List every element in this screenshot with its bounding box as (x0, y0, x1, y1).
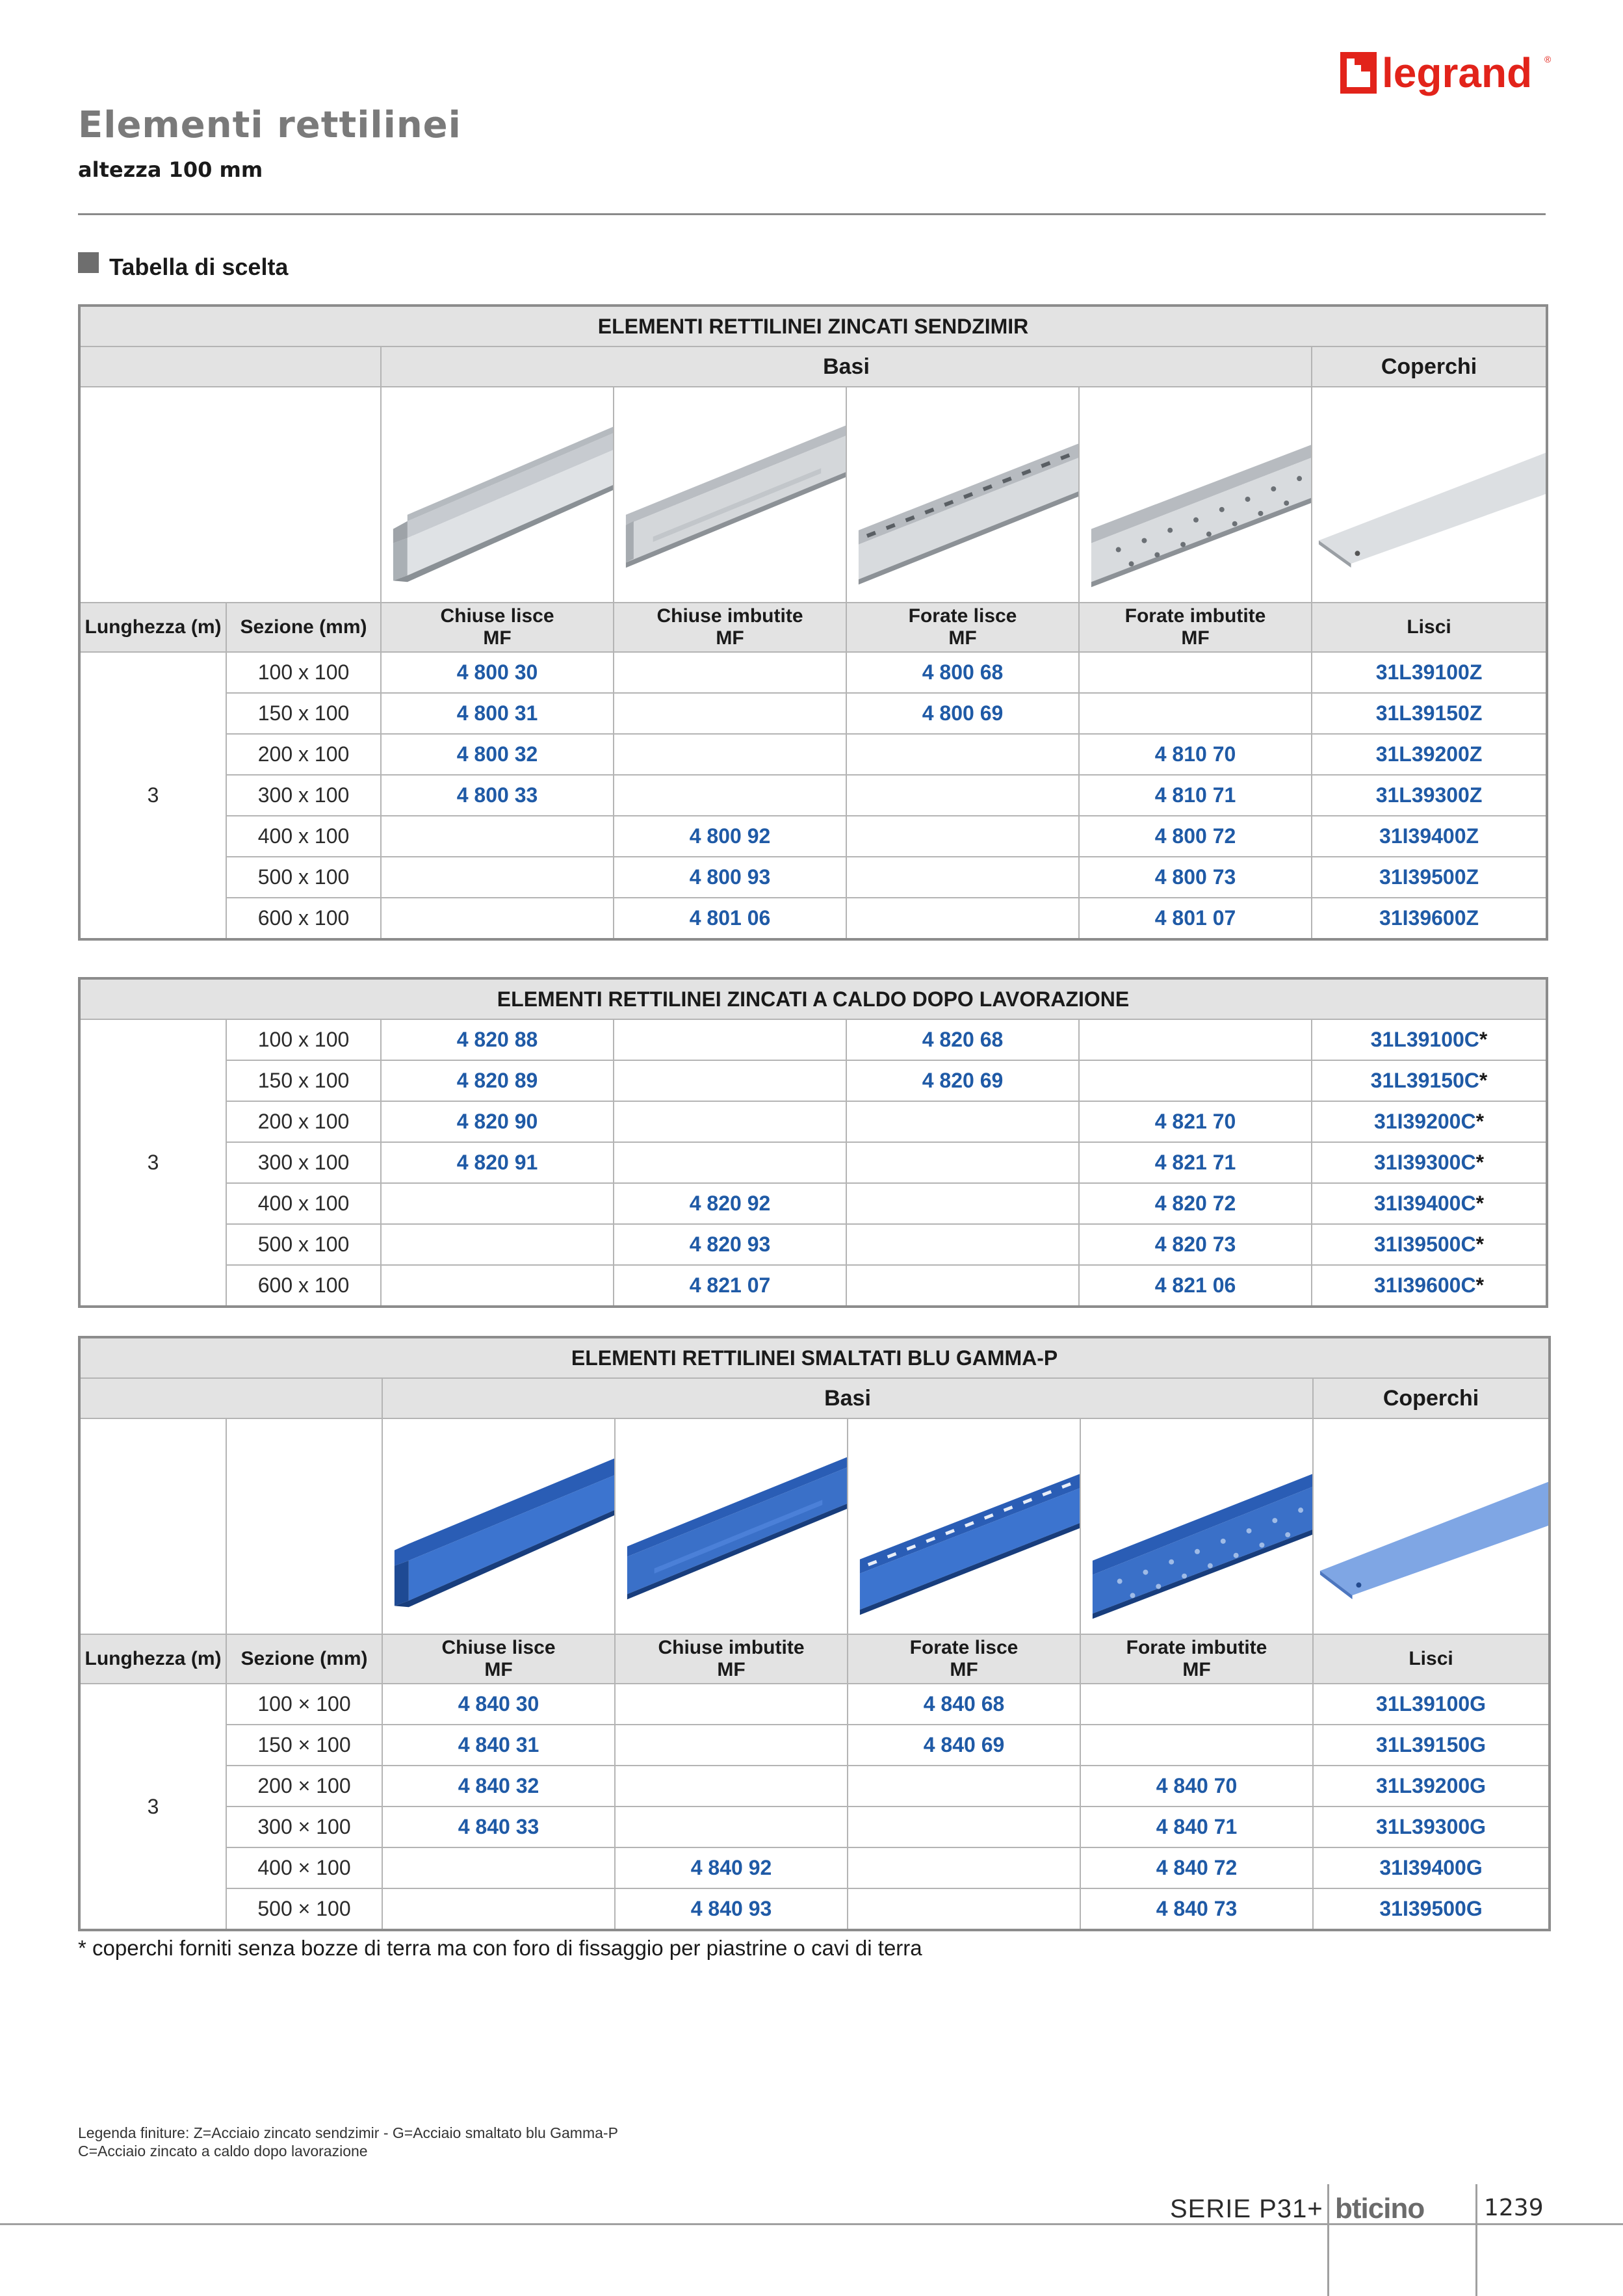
cover-icon (1312, 387, 1546, 602)
product-code-cell (848, 1684, 1080, 1725)
header-label: Chiuse lisce (440, 605, 554, 627)
footer-divider (0, 2223, 1623, 2225)
svg-text:bticino: bticino (1335, 2193, 1425, 2223)
product-code: 31L39150G (1376, 1733, 1487, 1756)
product-code-cell (614, 1060, 846, 1101)
table-row (79, 1142, 1547, 1183)
product-image-closed-smooth (382, 1418, 615, 1634)
image-spacer (79, 387, 381, 603)
product-code: 31L39100Z (1375, 660, 1483, 684)
product-code-cell (1079, 1183, 1312, 1224)
cover-code-cell (1313, 1766, 1550, 1807)
product-code: 4 820 68 (922, 1028, 1004, 1051)
group-bases: Basi (381, 346, 1312, 387)
table-row (79, 898, 1547, 939)
section-cell: 200 × 100 (226, 1766, 382, 1807)
footnote-marker: * (1475, 1233, 1485, 1256)
product-code: 31L39300Z (1375, 783, 1483, 807)
cover-code-cell (1312, 775, 1547, 816)
product-code: 31I39400C (1374, 1192, 1476, 1215)
table-row (79, 1019, 1547, 1060)
product-code: 31L39150Z (1375, 701, 1483, 725)
product-code: 4 840 69 (923, 1733, 1005, 1756)
section-cell: 300 x 100 (226, 775, 381, 816)
product-image-closed-embossed (614, 387, 846, 603)
length-cell: 3 (79, 1019, 226, 1307)
section-cell: 500 x 100 (226, 857, 381, 898)
cover-code-cell (1313, 1684, 1550, 1725)
product-code-cell (614, 1019, 846, 1060)
table-hot-dip (78, 977, 1548, 1308)
product-code: 4 840 71 (1156, 1815, 1238, 1838)
section-cell: 300 x 100 (226, 1142, 381, 1183)
product-code-cell (846, 652, 1079, 693)
header-length: Lunghezza (m) (79, 1634, 226, 1684)
product-code-cell (614, 1101, 846, 1142)
header-closed-embossed (614, 603, 846, 652)
header-perf-smooth (848, 1634, 1080, 1684)
table-row (79, 1183, 1547, 1224)
product-code: 4 800 30 (456, 660, 538, 684)
footer-divider-vertical (1327, 2184, 1329, 2296)
product-code: 31L39200Z (1375, 742, 1483, 766)
product-code-cell (382, 1888, 615, 1930)
table-row (79, 1265, 1547, 1307)
product-image-perforated-smooth (846, 387, 1079, 603)
cover-code-cell (1312, 1142, 1547, 1183)
product-code: 4 821 71 (1154, 1151, 1236, 1174)
product-image-cover (1312, 387, 1547, 603)
table-row (79, 1847, 1550, 1888)
product-code-cell (382, 1766, 615, 1807)
product-code: 4 840 30 (458, 1692, 539, 1715)
product-code: 4 800 72 (1154, 824, 1236, 848)
product-code: 4 800 68 (922, 660, 1004, 684)
product-code-cell (1080, 1888, 1313, 1930)
tray-perforated-embossed-icon (1080, 387, 1311, 602)
section-cell: 500 x 100 (226, 1224, 381, 1265)
tray-blue-perforated-embossed-icon (1081, 1419, 1312, 1634)
product-code: 31I39500C (1374, 1233, 1476, 1256)
product-code: 31I39200C (1374, 1110, 1476, 1133)
table-row (79, 816, 1547, 857)
product-code-cell (614, 898, 846, 939)
product-code-cell (615, 1888, 848, 1930)
product-code-cell (1080, 1766, 1313, 1807)
product-code-cell (1080, 1684, 1313, 1725)
header-covers: Lisci (1312, 603, 1547, 652)
table-blue-gamma-p (78, 1336, 1551, 1931)
cover-code-cell (1312, 1224, 1547, 1265)
footnote-marker: * (1475, 1110, 1485, 1133)
cover-code-cell (1313, 1888, 1550, 1930)
product-code: 4 820 88 (456, 1028, 538, 1051)
product-code-cell (382, 1847, 615, 1888)
header-section: Sezione (mm) (226, 603, 381, 652)
product-code-cell (381, 775, 614, 816)
section-cell: 400 x 100 (226, 816, 381, 857)
section-cell: 600 x 100 (226, 1265, 381, 1307)
product-code: 4 800 92 (689, 824, 771, 848)
product-code-cell (381, 693, 614, 734)
product-code-cell (846, 857, 1079, 898)
footnote-marker: * (1479, 1069, 1488, 1092)
product-code-cell (848, 1725, 1080, 1766)
product-code-cell (846, 1224, 1079, 1265)
product-code-cell (615, 1684, 848, 1725)
product-code: 31I39500G (1379, 1897, 1483, 1920)
product-code: 31L39300G (1376, 1815, 1487, 1838)
footnote-marker: * (1475, 1273, 1485, 1297)
section-cell: 150 x 100 (226, 693, 381, 734)
header-label: Forate lisce (909, 1637, 1019, 1658)
section-cell: 400 x 100 (226, 1183, 381, 1224)
header-label: Forate imbutite (1126, 1637, 1267, 1658)
product-image-cover (1313, 1418, 1550, 1634)
product-code-cell (381, 1142, 614, 1183)
product-code: 4 821 06 (1154, 1273, 1236, 1297)
table-body (79, 1684, 1550, 1930)
table-row (79, 1807, 1550, 1847)
group-bases: Basi (382, 1378, 1313, 1418)
product-code: 4 820 69 (922, 1069, 1004, 1092)
cover-code-cell (1312, 693, 1547, 734)
header-perf-embossed (1079, 603, 1312, 652)
section-cell: 200 x 100 (226, 1101, 381, 1142)
footnote-marker: * (1479, 1028, 1488, 1051)
empty-cell (79, 1378, 382, 1418)
product-code-cell (846, 1183, 1079, 1224)
product-code: 4 821 07 (689, 1273, 771, 1297)
product-code: 4 840 73 (1156, 1897, 1238, 1920)
tray-blue-perforated-smooth-icon (848, 1419, 1080, 1634)
footnote: * coperchi forniti senza bozze di terra ma con foro di fissaggio per piastrine o cavi di terra (78, 1936, 922, 1960)
product-code-cell (614, 1142, 846, 1183)
product-code: 4 800 73 (1154, 865, 1236, 889)
table-row (79, 1224, 1547, 1265)
header-sublabel: MF (716, 627, 744, 649)
product-code-cell (382, 1684, 615, 1725)
header-sublabel: MF (1181, 627, 1210, 649)
product-code: 31I39600Z (1379, 906, 1479, 930)
section-title: Tabella di scelta (109, 254, 289, 280)
section-marker (78, 252, 99, 273)
product-code-cell (614, 693, 846, 734)
product-image-perforated-embossed (1079, 387, 1312, 603)
product-code-cell (614, 1183, 846, 1224)
svg-text:legrand: legrand (1382, 49, 1533, 96)
product-code-cell (1079, 816, 1312, 857)
product-code-cell (1079, 1265, 1312, 1307)
empty-cell (79, 346, 381, 387)
product-code-cell (614, 857, 846, 898)
section-cell: 500 × 100 (226, 1888, 382, 1930)
table-row (79, 1766, 1550, 1807)
product-code: 4 840 93 (690, 1897, 772, 1920)
cover-code-cell (1312, 857, 1547, 898)
product-code-cell (1080, 1725, 1313, 1766)
tray-blue-closed-embossed-icon (616, 1419, 847, 1634)
footnote-marker: * (1475, 1192, 1485, 1215)
table-row (79, 1888, 1550, 1930)
section-cell: 100 × 100 (226, 1684, 382, 1725)
product-code-cell (381, 857, 614, 898)
product-code: 31L39100G (1376, 1692, 1487, 1715)
product-code: 4 840 32 (458, 1774, 539, 1797)
product-code: 31L39150C (1370, 1069, 1479, 1092)
product-code-cell (381, 1060, 614, 1101)
product-code-cell (381, 1019, 614, 1060)
product-code-cell (1079, 1101, 1312, 1142)
product-code-cell (614, 775, 846, 816)
product-image-closed-smooth (381, 387, 614, 603)
product-code-cell (848, 1847, 1080, 1888)
table-title: ELEMENTI RETTILINEI ZINCATI SENDZIMIR (79, 306, 1547, 346)
product-code-cell (846, 734, 1079, 775)
product-code: 31I39400Z (1379, 824, 1479, 848)
table-row (79, 652, 1547, 693)
product-code-cell (846, 1019, 1079, 1060)
product-code: 4 810 70 (1154, 742, 1236, 766)
section-cell: 100 x 100 (226, 652, 381, 693)
header-closed-embossed (615, 1634, 848, 1684)
cover-code-cell (1312, 734, 1547, 775)
product-code: 31I39500Z (1379, 865, 1479, 889)
image-spacer (79, 1418, 226, 1634)
product-code-cell (1079, 857, 1312, 898)
product-code-cell (846, 1265, 1079, 1307)
product-code-cell (846, 693, 1079, 734)
header-perf-embossed (1080, 1634, 1313, 1684)
group-covers: Coperchi (1313, 1378, 1550, 1418)
product-code: 4 820 92 (689, 1192, 771, 1215)
section-cell: 200 x 100 (226, 734, 381, 775)
legrand-logo (1339, 47, 1553, 99)
header-sublabel: MF (717, 1659, 746, 1680)
product-code-cell (382, 1725, 615, 1766)
product-code-cell (846, 816, 1079, 857)
header-sublabel: MF (948, 627, 977, 649)
product-image-perforated-embossed (1080, 1418, 1313, 1634)
cover-blue-icon (1314, 1419, 1548, 1634)
product-code-cell (1079, 775, 1312, 816)
product-image-closed-embossed (615, 1418, 848, 1634)
group-covers: Coperchi (1312, 346, 1547, 387)
product-code-cell (1079, 734, 1312, 775)
product-code-cell (614, 652, 846, 693)
header-length: Lunghezza (m) (79, 603, 226, 652)
table-body (79, 1019, 1547, 1307)
product-code: 4 801 06 (689, 906, 771, 930)
header-closed-smooth (381, 603, 614, 652)
product-code-cell (1079, 1019, 1312, 1060)
product-code: 4 820 91 (456, 1151, 538, 1174)
product-code: 4 840 70 (1156, 1774, 1238, 1797)
product-code: 31I39400G (1379, 1856, 1483, 1879)
product-code: 4 820 73 (1154, 1233, 1236, 1256)
tray-closed-smooth-icon (382, 387, 613, 602)
legend-line-1: Legenda finiture: Z=Acciaio zincato sendzimir - G=Acciaio smaltato blu Gamma-P (78, 2124, 618, 2141)
product-code-cell (846, 1060, 1079, 1101)
product-code-cell (615, 1725, 848, 1766)
section-cell: 100 x 100 (226, 1019, 381, 1060)
product-code: 4 820 72 (1154, 1192, 1236, 1215)
header-perf-smooth (846, 603, 1079, 652)
cover-code-cell (1312, 652, 1547, 693)
header-label: Forate imbutite (1124, 605, 1266, 627)
product-code: 4 840 33 (458, 1815, 539, 1838)
table-row (79, 1101, 1547, 1142)
product-code-cell (381, 1224, 614, 1265)
product-code-cell (381, 734, 614, 775)
product-code: 4 820 90 (456, 1110, 538, 1133)
header-label: Forate lisce (908, 605, 1017, 627)
header-divider (78, 213, 1546, 215)
series-label: SERIE P31+ (1170, 2195, 1323, 2223)
section-cell: 600 x 100 (226, 898, 381, 939)
product-code-cell (615, 1847, 848, 1888)
header-sublabel: MF (483, 627, 512, 649)
header-label: Chiuse lisce (441, 1637, 556, 1658)
product-code-cell (1079, 652, 1312, 693)
product-code: 4 800 33 (456, 783, 538, 807)
table-body (79, 652, 1547, 939)
product-code-cell (381, 898, 614, 939)
table-title: ELEMENTI RETTILINEI SMALTATI BLU GAMMA-P (79, 1337, 1550, 1378)
cover-code-cell (1312, 816, 1547, 857)
product-code-cell (846, 898, 1079, 939)
product-code-cell (1079, 898, 1312, 939)
table-row (79, 1684, 1550, 1725)
header-sublabel: MF (484, 1659, 513, 1680)
footer-divider-vertical (1475, 2184, 1477, 2296)
product-image-perforated-smooth (848, 1418, 1080, 1634)
page-title: Elementi rettilinei (78, 104, 461, 146)
product-code-cell (846, 1142, 1079, 1183)
page-subtitle: altezza 100 mm (78, 157, 263, 182)
product-code-cell (615, 1766, 848, 1807)
product-code-cell (1079, 1142, 1312, 1183)
length-cell: 3 (79, 1684, 226, 1930)
svg-text:®: ® (1544, 54, 1552, 64)
length-cell: 3 (79, 652, 226, 939)
product-code-cell (381, 1183, 614, 1224)
table-title: ELEMENTI RETTILINEI ZINCATI A CALDO DOPO LAVORAZIONE (79, 978, 1547, 1019)
table-row (79, 1060, 1547, 1101)
product-code: 31I39300C (1374, 1151, 1476, 1174)
product-code-cell (1080, 1847, 1313, 1888)
product-code: 4 801 07 (1154, 906, 1236, 930)
tray-blue-closed-smooth-icon (383, 1419, 614, 1634)
section-cell: 300 × 100 (226, 1807, 382, 1847)
table-row (79, 734, 1547, 775)
product-code: 4 821 70 (1154, 1110, 1236, 1133)
table-row (79, 775, 1547, 816)
product-code-cell (614, 734, 846, 775)
image-spacer (226, 1418, 382, 1634)
product-code: 4 840 72 (1156, 1856, 1238, 1879)
page-number: 1239 (1484, 2195, 1544, 2221)
product-code-cell (1079, 1224, 1312, 1265)
product-code: 4 800 32 (456, 742, 538, 766)
cover-code-cell (1313, 1725, 1550, 1766)
cover-code-cell (1312, 1060, 1547, 1101)
product-code-cell (1080, 1807, 1313, 1847)
product-code-cell (846, 1101, 1079, 1142)
product-code-cell (381, 652, 614, 693)
product-code: 31L39200G (1376, 1774, 1487, 1797)
product-code-cell (614, 816, 846, 857)
header-section: Sezione (mm) (226, 1634, 382, 1684)
table-row (79, 1725, 1550, 1766)
product-code-cell (615, 1807, 848, 1847)
product-code-cell (614, 1265, 846, 1307)
cover-code-cell (1313, 1847, 1550, 1888)
product-code-cell (381, 1265, 614, 1307)
product-code: 31I39600C (1374, 1273, 1476, 1297)
section-cell: 150 × 100 (226, 1725, 382, 1766)
cover-code-cell (1312, 1183, 1547, 1224)
cover-code-cell (1312, 1101, 1547, 1142)
product-code-cell (848, 1807, 1080, 1847)
product-code-cell (1079, 693, 1312, 734)
product-code: 4 800 69 (922, 701, 1004, 725)
product-code-cell (848, 1888, 1080, 1930)
product-code: 4 810 71 (1154, 783, 1236, 807)
bticino-logo (1334, 2192, 1467, 2223)
product-code: 4 840 31 (458, 1733, 539, 1756)
table-row (79, 857, 1547, 898)
cover-code-cell (1313, 1807, 1550, 1847)
table-sendzimir (78, 304, 1548, 941)
cover-code-cell (1312, 1019, 1547, 1060)
legend-line-2: C=Acciaio zincato a caldo dopo lavorazione (78, 2143, 368, 2159)
header-sublabel: MF (950, 1659, 978, 1680)
product-code-cell (614, 1224, 846, 1265)
tray-perforated-smooth-icon (847, 387, 1078, 602)
footnote-marker: * (1475, 1151, 1485, 1174)
tray-closed-embossed-icon (614, 387, 846, 602)
product-code-cell (381, 1101, 614, 1142)
cover-code-cell (1312, 898, 1547, 939)
header-sublabel: MF (1182, 1659, 1211, 1680)
product-code-cell (848, 1766, 1080, 1807)
product-code: 4 800 93 (689, 865, 771, 889)
section-cell: 150 x 100 (226, 1060, 381, 1101)
product-code-cell (1079, 1060, 1312, 1101)
section-cell: 400 × 100 (226, 1847, 382, 1888)
product-code: 4 820 93 (689, 1233, 771, 1256)
product-code: 4 800 31 (456, 701, 538, 725)
product-code: 31L39100C (1370, 1028, 1479, 1051)
cover-code-cell (1312, 1265, 1547, 1307)
header-closed-smooth (382, 1634, 615, 1684)
header-label: Chiuse imbutite (658, 1637, 805, 1658)
header-label: Chiuse imbutite (656, 605, 803, 627)
header-covers: Lisci (1313, 1634, 1550, 1684)
product-code-cell (846, 775, 1079, 816)
product-code: 4 820 89 (456, 1069, 538, 1092)
product-code: 4 840 92 (690, 1856, 772, 1879)
table-row (79, 693, 1547, 734)
product-code: 4 840 68 (923, 1692, 1005, 1715)
product-code-cell (382, 1807, 615, 1847)
product-code-cell (381, 816, 614, 857)
